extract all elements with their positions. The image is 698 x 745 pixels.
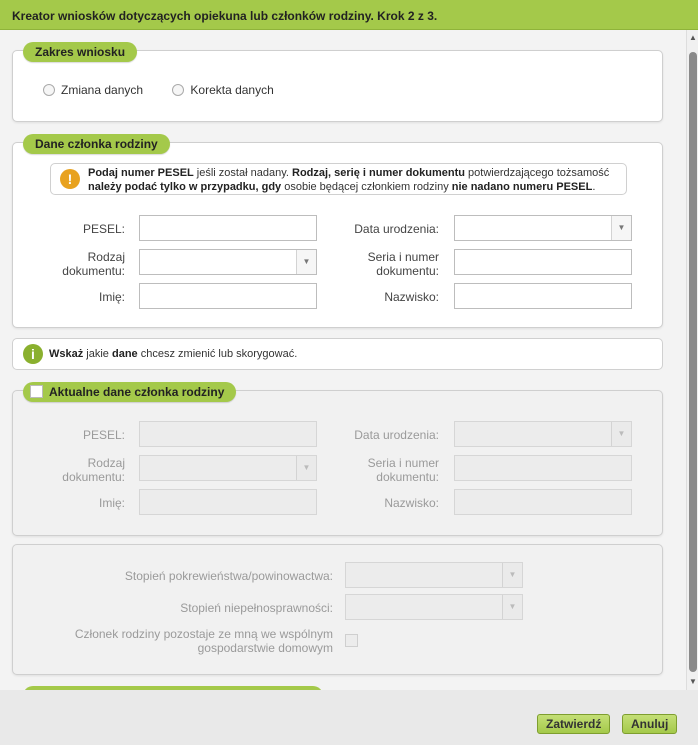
info-notice <box>12 338 663 370</box>
kinship-select <box>345 562 523 588</box>
first-name-label: Imię: <box>98 290 125 304</box>
disability-select <box>345 594 523 620</box>
chevron-down-icon: ▼ <box>611 422 631 446</box>
info-notice-text <box>49 347 297 361</box>
current-first-name-input <box>139 489 317 515</box>
notice-text: . <box>592 181 596 193</box>
notice-text: potwierdzającego tożsamość <box>464 167 610 179</box>
doc-type-select[interactable] <box>139 249 317 275</box>
notice-text: osobie będącej członkiem rodziny <box>281 181 452 193</box>
current-doc-series-label-line2: dokumentu: <box>376 470 439 484</box>
current-birth-date-select <box>454 421 632 447</box>
dialog-footer <box>0 690 698 745</box>
current-doc-series-label <box>333 456 439 484</box>
household-label-line2: gospodarstwie domowym <box>197 641 333 655</box>
pesel-label: PESEL: <box>82 222 125 236</box>
pesel-notice <box>50 163 627 195</box>
household-checkbox <box>345 634 358 647</box>
radio-change-data[interactable] <box>43 83 143 97</box>
kinship-label: Stopień pokrewieństwa/powinowactwa: <box>124 569 333 583</box>
notice-bold-no-pesel: nie nadano numeru PESEL <box>451 181 593 193</box>
household-label <box>33 627 333 655</box>
current-data-legend[interactable] <box>23 382 236 402</box>
disability-label: Stopień niepełnosprawności: <box>180 601 333 615</box>
info-text: chcesz zmienić lub skorygować. <box>137 348 298 360</box>
doc-series-label-line1: Seria i numer <box>367 250 439 264</box>
warning-icon: ! <box>60 169 80 189</box>
current-first-name-label: Imię: <box>98 496 125 510</box>
household-label-line1: Członek rodziny pozostaje ze mną we wspólnym <box>74 627 333 641</box>
notice-text: jeśli został nadany. <box>193 167 292 179</box>
radio-correct-data-label: Korekta danych <box>190 83 274 97</box>
radio-circle-icon[interactable] <box>172 84 184 96</box>
doc-series-input[interactable] <box>454 249 632 275</box>
chevron-down-icon: ▼ <box>502 563 522 587</box>
family-member-legend: Dane członka rodziny <box>23 134 170 154</box>
first-name-input[interactable] <box>139 283 317 309</box>
dialog-title: Kreator wniosków dotyczących opiekuna lub członków rodziny. Krok 2 z 3. <box>0 0 698 30</box>
info-text: jakie <box>83 348 112 360</box>
current-data-checkbox[interactable] <box>30 385 43 398</box>
birth-date-label: Data urodzenia: <box>354 222 439 236</box>
current-birth-date-label: Data urodzenia: <box>354 428 439 442</box>
current-pesel-label: PESEL: <box>82 428 125 442</box>
scrollbar-thumb[interactable] <box>689 52 697 672</box>
info-icon: i <box>23 344 43 364</box>
doc-series-label <box>333 250 439 278</box>
radio-change-data-label: Zmiana danych <box>61 83 144 97</box>
pesel-notice-text <box>88 166 616 194</box>
current-data-panel <box>12 385 663 536</box>
dialog-content <box>0 30 686 690</box>
chevron-down-icon[interactable]: ▼ <box>611 216 631 240</box>
notice-bold-pesel: Podaj numer PESEL <box>88 167 194 179</box>
chevron-down-icon[interactable]: ▼ <box>296 250 316 274</box>
scroll-down-icon[interactable]: ▼ <box>689 677 697 686</box>
current-last-name-input <box>454 489 632 515</box>
scroll-up-icon[interactable]: ▲ <box>689 33 697 42</box>
chevron-down-icon: ▼ <box>296 456 316 480</box>
info-bold-indicate: Wskaż <box>49 348 84 360</box>
confirm-button[interactable]: Zatwierdź <box>537 714 610 734</box>
birth-date-select[interactable] <box>454 215 632 241</box>
scope-panel <box>12 45 663 122</box>
scope-legend: Zakres wniosku <box>23 42 137 62</box>
vertical-scrollbar[interactable] <box>686 30 698 690</box>
current-doc-type-select <box>139 455 317 481</box>
current-last-name-label: Nazwisko: <box>384 496 439 510</box>
info-bold-data: dane <box>112 348 138 360</box>
pesel-input[interactable] <box>139 215 317 241</box>
family-member-panel <box>12 137 663 328</box>
doc-type-label-line1: Rodzaj <box>87 250 125 264</box>
doc-type-label <box>33 250 125 278</box>
scope-radio-group <box>43 83 300 97</box>
current-doc-type-label-line2: dokumentu: <box>62 470 125 484</box>
current-doc-series-input <box>454 455 632 481</box>
cancel-button[interactable]: Anuluj <box>622 714 677 734</box>
radio-correct-data[interactable] <box>172 83 273 97</box>
current-doc-type-label-line1: Rodzaj <box>87 456 125 470</box>
chevron-down-icon: ▼ <box>502 595 522 619</box>
relation-panel <box>12 544 663 675</box>
last-name-label: Nazwisko: <box>384 290 439 304</box>
doc-type-label-line2: dokumentu: <box>62 264 125 278</box>
radio-circle-icon[interactable] <box>43 84 55 96</box>
current-pesel-input <box>139 421 317 447</box>
current-doc-series-label-line1: Seria i numer <box>367 456 439 470</box>
current-data-legend-label: Aktualne dane członka rodziny <box>49 385 225 399</box>
doc-series-label-line2: dokumentu: <box>376 264 439 278</box>
current-doc-type-label <box>33 456 125 484</box>
notice-bold-only: należy podać tylko w przypadku, gdy <box>88 181 282 193</box>
last-name-input[interactable] <box>454 283 632 309</box>
notice-bold-doc: Rodzaj, serię i numer dokumentu <box>292 167 465 179</box>
